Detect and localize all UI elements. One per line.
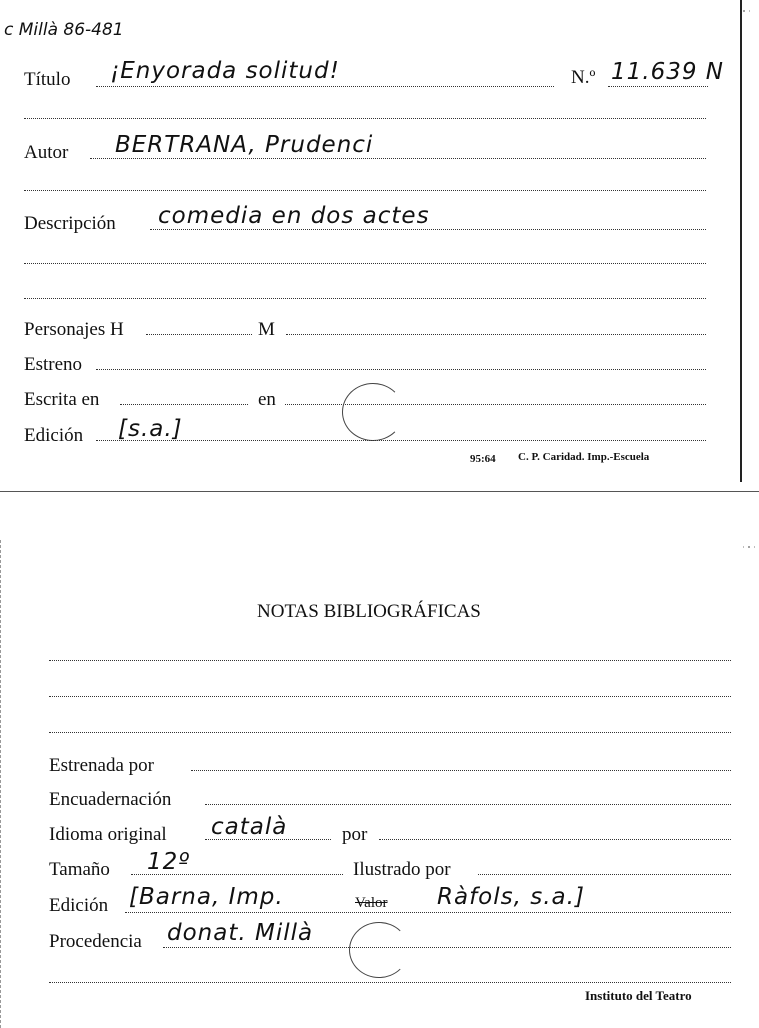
notas-heading: NOTAS BIBLIOGRÁFICAS xyxy=(257,601,481,622)
idioma-value: català xyxy=(211,814,288,840)
autor-label: Autor xyxy=(24,142,69,163)
printer-code: 95:64 xyxy=(470,453,496,465)
footer-institute: Instituto del Teatro xyxy=(585,988,692,1003)
titulo-value: ¡Enyorada solitud! xyxy=(110,58,340,84)
notas-line-1 xyxy=(49,660,731,661)
round-stamp-mark-back xyxy=(349,922,409,978)
personajes-label: Personajes H xyxy=(24,319,124,340)
notas-line-2 xyxy=(49,696,731,697)
round-stamp-mark xyxy=(342,383,404,441)
numero-line xyxy=(608,86,708,87)
escrita-label: Escrita en xyxy=(24,389,100,410)
procedencia-line xyxy=(163,947,731,948)
back-bottom-line xyxy=(49,982,731,983)
autor-value: BERTRANA, Prudenci xyxy=(115,132,374,158)
back-edicion-value-1: [Barna, Imp. xyxy=(129,884,284,910)
catalog-card-front xyxy=(0,0,742,482)
printer-name: C. P. Caridad. Imp.-Escuela xyxy=(518,451,650,463)
catalog-card-back xyxy=(0,540,741,1028)
descripcion-extra-line-1 xyxy=(24,263,706,264)
personajes-m-label: M xyxy=(258,319,275,340)
idioma-por-line xyxy=(379,839,731,840)
encuadernacion-line xyxy=(205,804,731,805)
back-edicion-struck: Valor xyxy=(355,895,388,911)
idioma-label: Idioma original xyxy=(49,824,167,845)
edicion-line xyxy=(96,440,706,441)
procedencia-label: Procedencia xyxy=(49,931,142,952)
numero-label: N.º xyxy=(571,67,596,88)
edicion-label: Edición xyxy=(24,425,84,446)
back-edicion-value-2: Ràfols, s.a.] xyxy=(437,884,585,910)
estrenada-label: Estrenada por xyxy=(49,755,154,776)
ilustrado-line xyxy=(478,874,731,875)
descripcion-extra-line-2 xyxy=(24,298,706,299)
titulo-line xyxy=(96,86,554,87)
estreno-line xyxy=(96,369,706,370)
autor-line xyxy=(90,158,706,159)
notas-line-3 xyxy=(49,732,731,733)
tamano-value: 12º xyxy=(147,849,191,875)
descripcion-value: comedia en dos actes xyxy=(158,203,430,229)
encuadernacion-label: Encuadernación xyxy=(49,789,172,810)
titulo-extra-line xyxy=(24,118,706,119)
back-edicion-line xyxy=(125,912,731,913)
idioma-por-label: por xyxy=(342,824,368,845)
edicion-value: [s.a.] xyxy=(118,416,183,442)
personajes-h-line xyxy=(146,334,252,335)
titulo-label: Título xyxy=(24,69,71,90)
escrita-en-label: en xyxy=(258,389,276,410)
card-separator-line xyxy=(0,491,759,492)
procedencia-value: donat. Millà xyxy=(167,920,314,946)
tamano-label: Tamaño xyxy=(49,859,110,880)
back-edicion-label: Edición xyxy=(49,895,109,916)
estreno-label: Estreno xyxy=(24,354,83,375)
descripcion-label: Descripción xyxy=(24,213,116,234)
corner-handwritten-note: c Millà 86-481 xyxy=(4,20,124,40)
descripcion-line xyxy=(150,229,706,230)
autor-extra-line xyxy=(24,190,706,191)
personajes-m-line xyxy=(286,334,706,335)
escrita-line-1 xyxy=(120,404,248,405)
estrenada-line xyxy=(191,770,731,771)
ilustrado-label: Ilustrado por xyxy=(353,859,451,880)
numero-value: 11.639 N xyxy=(611,59,724,85)
